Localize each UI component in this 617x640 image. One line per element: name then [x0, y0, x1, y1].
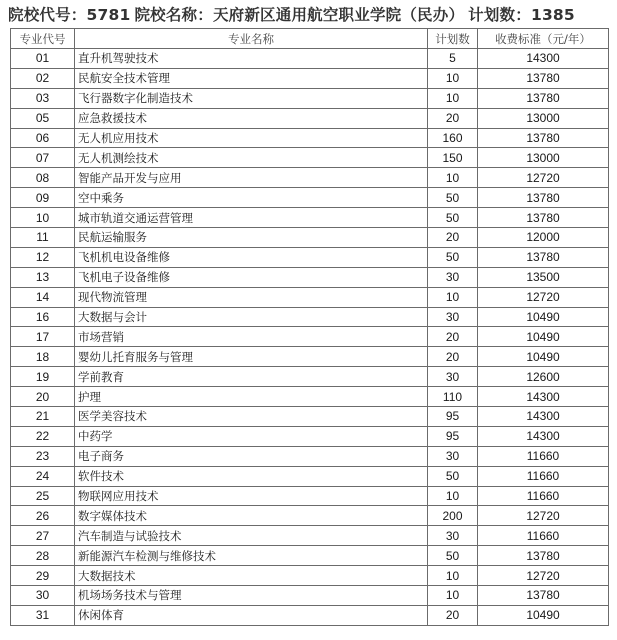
table-row — [11, 466, 609, 486]
major-name-cell: 大数据与会计 — [75, 307, 428, 327]
major-code-cell: 09 — [11, 188, 75, 208]
major-code-cell: 29 — [11, 566, 75, 586]
plan-count-cell: 20 — [428, 228, 478, 248]
tuition-cell: 10490 — [478, 327, 609, 347]
table-row — [11, 168, 609, 188]
tuition-cell: 13780 — [478, 208, 609, 228]
tuition-cell: 14300 — [478, 49, 609, 69]
major-name-cell: 无人机应用技术 — [75, 128, 428, 148]
tuition-cell: 10490 — [478, 307, 609, 327]
major-name-cell: 软件技术 — [75, 466, 428, 486]
plan-count-cell: 30 — [428, 446, 478, 466]
plan-count-cell: 20 — [428, 327, 478, 347]
table-row — [11, 88, 609, 108]
major-code-cell: 06 — [11, 128, 75, 148]
tuition-cell: 11660 — [478, 466, 609, 486]
major-name-cell: 民航运输服务 — [75, 228, 428, 248]
tuition-cell: 12720 — [478, 287, 609, 307]
major-name-cell: 护理 — [75, 387, 428, 407]
plan-count-cell: 20 — [428, 347, 478, 367]
plan-count-cell: 10 — [428, 88, 478, 108]
major-code-cell: 13 — [11, 267, 75, 287]
major-name-cell: 直升机驾驶技术 — [75, 49, 428, 69]
table-row — [11, 287, 609, 307]
major-code-cell: 12 — [11, 247, 75, 267]
table-row — [11, 526, 609, 546]
major-name-cell: 飞行器数字化制造技术 — [75, 88, 428, 108]
plan-count-cell: 50 — [428, 546, 478, 566]
table-row — [11, 188, 609, 208]
plan-count-cell: 30 — [428, 526, 478, 546]
major-code-cell: 19 — [11, 367, 75, 387]
table-row — [11, 68, 609, 88]
tuition-cell: 13780 — [478, 188, 609, 208]
major-name-cell: 智能产品开发与应用 — [75, 168, 428, 188]
tuition-cell: 11660 — [478, 446, 609, 466]
table-row — [11, 347, 609, 367]
major-code-cell: 11 — [11, 228, 75, 248]
header-major-name: 专业名称 — [75, 29, 428, 49]
header-tuition: 收费标准（元/年） — [478, 29, 609, 49]
tuition-cell: 13780 — [478, 247, 609, 267]
major-code-cell: 10 — [11, 208, 75, 228]
table-row — [11, 367, 609, 387]
plan-count-cell: 10 — [428, 168, 478, 188]
plan-count-cell: 30 — [428, 367, 478, 387]
table-row — [11, 486, 609, 506]
plan-count-cell: 30 — [428, 307, 478, 327]
major-code-cell: 23 — [11, 446, 75, 466]
plan-count-cell: 10 — [428, 68, 478, 88]
table-row — [11, 586, 609, 606]
major-code-cell: 14 — [11, 287, 75, 307]
table-header-row — [11, 29, 609, 49]
plan-count-cell: 50 — [428, 247, 478, 267]
plan-count-cell: 10 — [428, 566, 478, 586]
table-row — [11, 426, 609, 446]
plan-count-cell: 50 — [428, 466, 478, 486]
header-major-code: 专业代号 — [11, 29, 75, 49]
major-code-cell: 07 — [11, 148, 75, 168]
plan-count-cell: 50 — [428, 188, 478, 208]
header-plan-count: 计划数 — [428, 29, 478, 49]
major-name-cell: 数字媒体技术 — [75, 506, 428, 526]
major-name-cell: 大数据技术 — [75, 566, 428, 586]
plan-count-cell: 20 — [428, 605, 478, 625]
table-row — [11, 108, 609, 128]
major-code-cell: 05 — [11, 108, 75, 128]
major-name-cell: 婴幼儿托育服务与管理 — [75, 347, 428, 367]
table-row — [11, 208, 609, 228]
table-row — [11, 387, 609, 407]
major-code-cell: 31 — [11, 605, 75, 625]
plan-count-cell: 10 — [428, 287, 478, 307]
major-name-cell: 休闲体育 — [75, 605, 428, 625]
major-code-cell: 24 — [11, 466, 75, 486]
major-name-cell: 城市轨道交通运营管理 — [75, 208, 428, 228]
tuition-cell: 13780 — [478, 128, 609, 148]
school-code: 院校代号：5781 — [8, 6, 131, 24]
plan-count-cell: 200 — [428, 506, 478, 526]
tuition-cell: 13000 — [478, 148, 609, 168]
table-row — [11, 546, 609, 566]
tuition-cell: 13780 — [478, 88, 609, 108]
major-code-cell: 20 — [11, 387, 75, 407]
major-name-cell: 新能源汽车检测与维修技术 — [75, 546, 428, 566]
major-code-cell: 30 — [11, 586, 75, 606]
plan-count-cell: 5 — [428, 49, 478, 69]
major-name-cell: 飞机电子设备维修 — [75, 267, 428, 287]
plan-count-cell: 110 — [428, 387, 478, 407]
tuition-cell: 12600 — [478, 367, 609, 387]
tuition-cell: 12720 — [478, 168, 609, 188]
major-name-cell: 物联网应用技术 — [75, 486, 428, 506]
major-code-cell: 17 — [11, 327, 75, 347]
plan-count-cell: 95 — [428, 426, 478, 446]
plan-count: 计划数：1385 — [468, 6, 575, 24]
table-row — [11, 247, 609, 267]
table-row — [11, 506, 609, 526]
major-code-cell: 01 — [11, 49, 75, 69]
major-name-cell: 民航安全技术管理 — [75, 68, 428, 88]
table-row — [11, 49, 609, 69]
major-code-cell: 28 — [11, 546, 75, 566]
tuition-cell: 14300 — [478, 407, 609, 427]
tuition-cell: 12720 — [478, 506, 609, 526]
table-row — [11, 128, 609, 148]
major-code-cell: 18 — [11, 347, 75, 367]
school-name: 院校名称：天府新区通用航空职业学院（民办） — [134, 6, 465, 24]
plan-count-cell: 150 — [428, 148, 478, 168]
major-code-cell: 03 — [11, 88, 75, 108]
major-code-cell: 25 — [11, 486, 75, 506]
tuition-cell: 13780 — [478, 546, 609, 566]
table-row — [11, 605, 609, 625]
major-name-cell: 空中乘务 — [75, 188, 428, 208]
major-code-cell: 02 — [11, 68, 75, 88]
table-row — [11, 566, 609, 586]
major-name-cell: 机场场务技术与管理 — [75, 586, 428, 606]
major-name-cell: 学前教育 — [75, 367, 428, 387]
plan-count-cell: 160 — [428, 128, 478, 148]
major-name-cell: 汽车制造与试验技术 — [75, 526, 428, 546]
table-row — [11, 446, 609, 466]
tuition-cell: 10490 — [478, 347, 609, 367]
plan-count-cell: 10 — [428, 486, 478, 506]
major-name-cell: 应急救援技术 — [75, 108, 428, 128]
table-row — [11, 407, 609, 427]
table-row — [11, 148, 609, 168]
major-code-cell: 26 — [11, 506, 75, 526]
tuition-cell: 14300 — [478, 426, 609, 446]
major-code-cell: 22 — [11, 426, 75, 446]
tuition-cell: 11660 — [478, 526, 609, 546]
major-code-cell: 27 — [11, 526, 75, 546]
major-table — [10, 28, 609, 626]
tuition-cell: 14300 — [478, 387, 609, 407]
major-name-cell: 飞机机电设备维修 — [75, 247, 428, 267]
tuition-cell: 12720 — [478, 566, 609, 586]
tuition-cell: 10490 — [478, 605, 609, 625]
plan-count-cell: 50 — [428, 208, 478, 228]
table-row — [11, 267, 609, 287]
major-name-cell: 电子商务 — [75, 446, 428, 466]
major-code-cell: 08 — [11, 168, 75, 188]
plan-count-cell: 20 — [428, 108, 478, 128]
tuition-cell: 13780 — [478, 586, 609, 606]
major-code-cell: 16 — [11, 307, 75, 327]
table-row — [11, 228, 609, 248]
page-title — [8, 4, 579, 26]
major-name-cell: 中药学 — [75, 426, 428, 446]
tuition-cell: 12000 — [478, 228, 609, 248]
major-name-cell: 医学美容技术 — [75, 407, 428, 427]
plan-count-cell: 95 — [428, 407, 478, 427]
tuition-cell: 13000 — [478, 108, 609, 128]
tuition-cell: 13500 — [478, 267, 609, 287]
tuition-cell: 13780 — [478, 68, 609, 88]
major-name-cell: 现代物流管理 — [75, 287, 428, 307]
table-row — [11, 327, 609, 347]
major-code-cell: 21 — [11, 407, 75, 427]
major-name-cell: 市场营销 — [75, 327, 428, 347]
major-name-cell: 无人机测绘技术 — [75, 148, 428, 168]
plan-count-cell: 10 — [428, 586, 478, 606]
tuition-cell: 11660 — [478, 486, 609, 506]
plan-count-cell: 30 — [428, 267, 478, 287]
table-row — [11, 307, 609, 327]
